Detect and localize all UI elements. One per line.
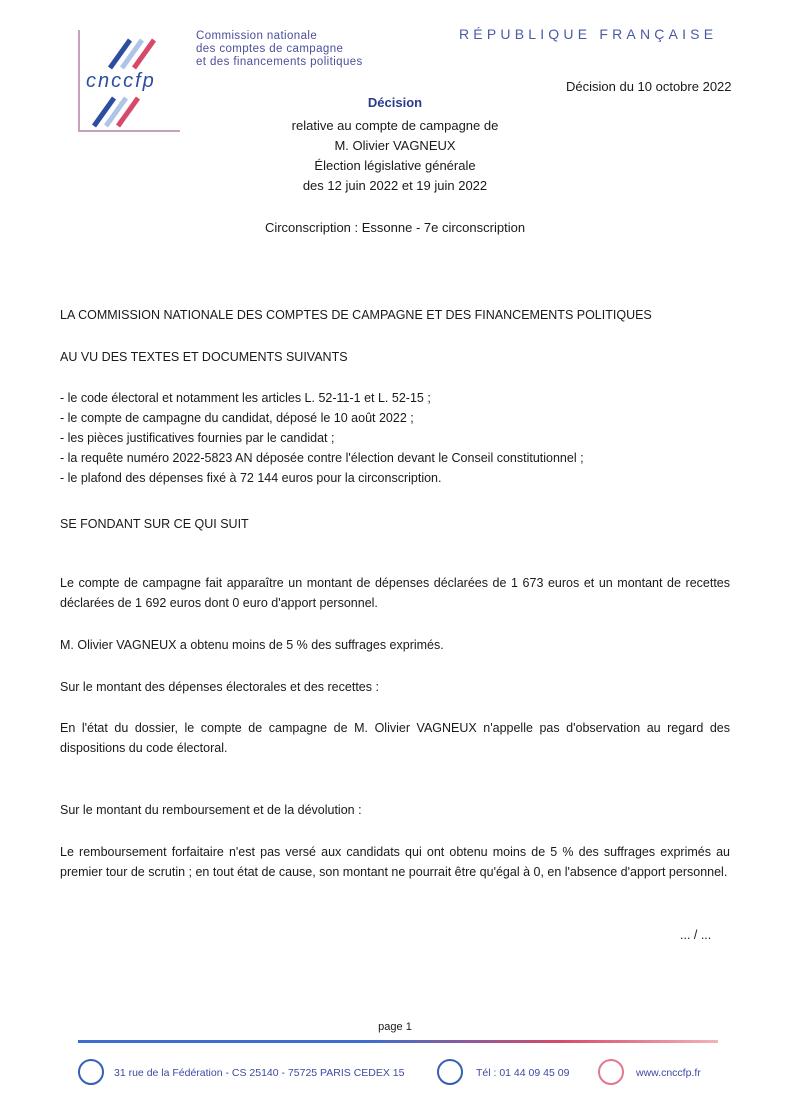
paragraph-observation: En l'état du dossier, le compte de campagne de M. Olivier VAGNEUX n'appelle pas d'observation au regard des dispositions du code électoral. — [60, 721, 730, 755]
paragraph-comptes: Le compte de campagne fait apparaître un montant de dépenses déclarées de 1 673 euros et un montant de recettes déclarées de 1 692 euros dont 0 euro d'apport personnel. — [60, 576, 730, 610]
list-item: - les pièces justificatives fournies par le candidat ; — [60, 431, 335, 445]
logo-text: cnccfp — [86, 70, 156, 92]
list-item: - la requête numéro 2022-5823 AN déposée contre l'élection devant le Conseil constitutionnel ; — [60, 451, 584, 465]
title-line: relative au compte de campagne de — [291, 118, 499, 133]
section-remboursement: Sur le montant du remboursement et de la dévolution : — [60, 803, 362, 817]
continuation-mark: ... / ... — [680, 928, 712, 942]
org-name — [196, 30, 363, 69]
decision-date: Décision du 10 octobre 2022 — [566, 79, 732, 94]
decision-heading: Décision — [367, 95, 423, 110]
web-circle-icon — [598, 1059, 624, 1085]
org-name-line: Commission nationale — [196, 30, 318, 42]
commission-heading: LA COMMISSION NATIONALE DES COMPTES DE CAMPAGNE ET DES FINANCEMENTS POLITIQUES — [60, 308, 652, 322]
list-item: - le code électoral et notamment les articles L. 52-11-1 et L. 52-15 ; — [60, 391, 431, 405]
footer-phone: Tél : 01 44 09 45 09 — [476, 1067, 570, 1079]
paragraph-remboursement: Le remboursement forfaitaire n'est pas versé aux candidats qui ont obtenu moins de 5 % des suffrages exprimés au premier tour de scrutin ; en tout état de cause, son montant ne pourrait être qu'égal à 0, en l'absence d'apport personnel. — [60, 845, 730, 879]
republique-francaise: RÉPUBLIQUE FRANÇAISE — [459, 26, 718, 42]
list-item: - le plafond des dépenses fixé à 72 144 euros pour la circonscription. — [60, 471, 442, 485]
org-name-line: des comptes de campagne — [196, 43, 344, 55]
election-type: Élection législative générale — [314, 158, 476, 173]
phone-circle-icon — [437, 1059, 463, 1085]
footer-divider — [78, 1040, 718, 1043]
circonscription: Circonscription : Essonne - 7e circonscription — [264, 220, 526, 235]
logo-frame-vertical — [78, 30, 80, 132]
page-number: page 1 — [378, 1021, 412, 1033]
cnccfp-logo — [78, 30, 180, 132]
footer-website[interactable]: www.cnccfp.fr — [636, 1067, 701, 1079]
vu-list — [60, 388, 730, 488]
address-circle-icon — [78, 1059, 104, 1085]
paragraph-suffrages: M. Olivier VAGNEUX a obtenu moins de 5 % des suffrages exprimés. — [60, 638, 444, 652]
vu-heading: AU VU DES TEXTES ET DOCUMENTS SUIVANTS — [60, 350, 348, 364]
section-depenses: Sur le montant des dépenses électorales et des recettes : — [60, 680, 379, 694]
fondant-heading: SE FONDANT SUR CE QUI SUIT — [60, 517, 249, 531]
list-item: - le compte de campagne du candidat, déposé le 10 août 2022 ; — [60, 411, 414, 425]
stripes-top-icon — [106, 38, 168, 70]
footer-address: 31 rue de la Fédération - CS 25140 - 75725 PARIS CEDEX 15 — [114, 1067, 405, 1079]
election-dates: des 12 juin 2022 et 19 juin 2022 — [302, 178, 488, 193]
candidate-name: M. Olivier VAGNEUX — [334, 138, 456, 153]
org-name-line: et des financements politiques — [196, 56, 363, 68]
